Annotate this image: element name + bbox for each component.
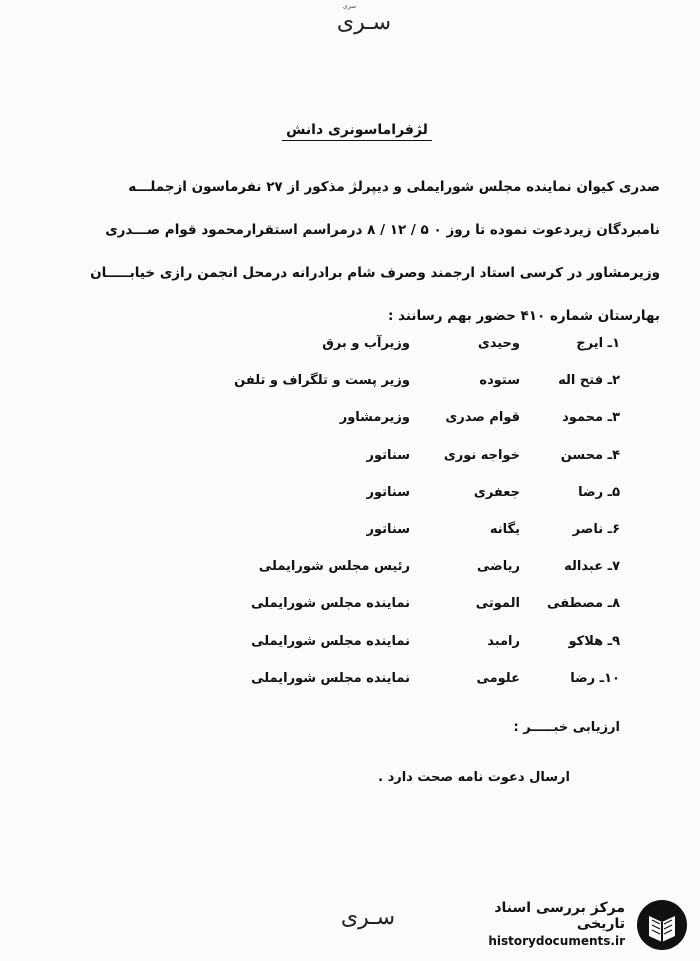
attendee-last-name: رامبد (487, 633, 520, 649)
attendee-position: سناتور (366, 484, 410, 500)
attendee-last-name: الموتی (475, 596, 520, 612)
body-line: وزیرمشاور در کرسی استاد ارجمند وصرف شام برادرانه درمحل انجمن رازی خیابـــــان (90, 265, 660, 281)
attendee-row (150, 511, 620, 548)
attendee-last-name: خواجه نوری (443, 447, 520, 463)
attendee-row (150, 548, 620, 585)
attendee-position: رئیس مجلس شورایملی (258, 559, 410, 575)
attendee-row (150, 362, 620, 399)
classification-stamp-bottom: سـری (340, 905, 396, 930)
attendee-last-name: ستوده (479, 373, 520, 389)
attendee-last-name: یگانه (489, 522, 520, 538)
attendee-first-name: ۵ـ رضا (578, 484, 620, 500)
attendee-row (150, 325, 620, 362)
attendee-row (150, 399, 620, 436)
archive-watermark (468, 896, 693, 954)
body-line: نامبردگان زیردعوت نموده تا روز ۰ ۵ / ۱۲ / ۸ درمراسم استقرارمحمود قوام صـــدری (105, 222, 660, 238)
classification-stamp-top: سـری (336, 10, 392, 35)
attendee-position: نماینده مجلس شورایملی (251, 633, 410, 649)
attendee-list (150, 325, 620, 697)
attendee-last-name: جعفری (473, 484, 520, 500)
attendee-position: وزیرمشاور (339, 410, 410, 426)
document-title: لژفراماسونری دانش (282, 122, 432, 141)
attendee-position: وزیر پست و تلگراف و تلفن (234, 373, 410, 389)
attendee-first-name: ۱ـ ایرج (576, 336, 620, 352)
attendee-first-name: ۸ـ مصطفی (547, 596, 620, 612)
attendee-row (150, 660, 620, 697)
attendee-first-name: ۱۰ـ رضا (570, 670, 620, 686)
attendee-last-name: وحیدی (477, 336, 520, 352)
body-paragraph (40, 166, 660, 338)
attendee-row (150, 474, 620, 511)
watermark-text (468, 900, 625, 948)
attendee-last-name: ریاضی (477, 559, 520, 575)
attendee-position: نماینده مجلس شورایملی (251, 670, 410, 686)
book-emblem-icon (635, 898, 689, 952)
attendee-first-name: ۲ـ فتح اله (558, 373, 620, 389)
attendee-last-name: علومی (476, 670, 520, 686)
assessment-label (440, 720, 620, 735)
attendee-first-name: ۹ـ هلاکو (568, 633, 620, 649)
body-line: صدری کیوان نماینده مجلس شورایملی و دیپرلژ مذکور از ۲۷ نفرماسون ازجملـــه (128, 179, 660, 195)
attendee-first-name: ۶ـ ناصر (572, 522, 620, 538)
body-line: بهارستان شماره ۴۱۰ حضور بهم رسانند : (387, 308, 660, 324)
attendee-row (150, 585, 620, 622)
assessment-label-text: ارزیابی خبـــــر : (513, 720, 620, 735)
attendee-first-name: ۷ـ عبداله (564, 559, 620, 575)
attendee-position: سناتور (366, 447, 410, 463)
attendee-row (150, 623, 620, 660)
attendee-position: نماینده مجلس شورایملی (251, 596, 410, 612)
watermark-url: historydocuments.ir (488, 934, 625, 948)
attendee-row (150, 437, 620, 474)
header-tiny-mark: سری (343, 3, 357, 10)
attendee-position: سناتور (366, 522, 410, 538)
assessment-result: ارسال دعوت نامه صحت دارد . (378, 770, 570, 785)
attendee-last-name: قوام صدری (445, 410, 520, 426)
attendee-position: وزیرآب و برق (322, 336, 410, 352)
watermark-org-name: مرکز بررسی اسناد تاریخی (494, 900, 625, 932)
attendee-first-name: ۴ـ محسن (560, 447, 620, 463)
attendee-first-name: ۳ـ محمود (562, 410, 620, 426)
